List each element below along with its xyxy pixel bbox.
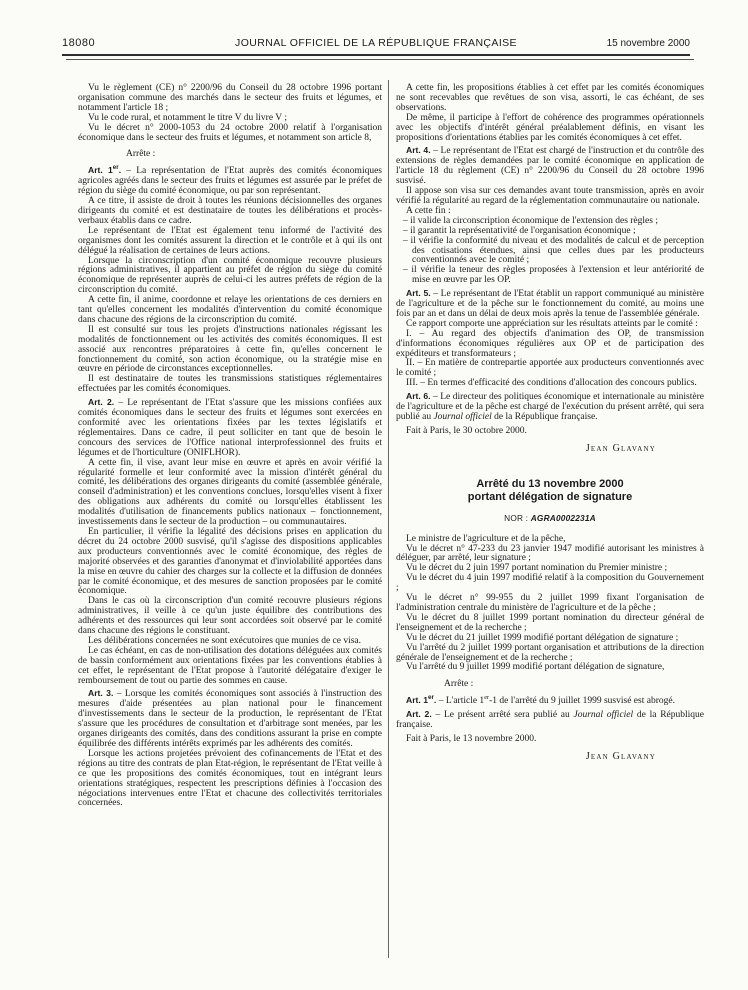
paragraph: A cette fin, il anime, coordonne et relaye les orientations de ces derniers en tant qu'elles concernent les modalités d'intervention du comité économique dans chacune des régions de la circonscription du comité. bbox=[78, 295, 382, 325]
paragraph: Vu le décret n° 47-233 du 23 janvier 1947 modifié autorisant les ministres à déléguer, par arrêté, leur signature ; bbox=[396, 543, 704, 564]
column-left bbox=[78, 84, 382, 809]
article-paragraph: Art. 3. – Lorsque les comités économiques sont associés à l'instruction des mesures d'aide présentées au plan national pour le financement d'investissements dans le secteur de la production, le représentant de l'Etat s'assure que les procédures de consultation et d'arbitrage sont menées, par les organes dirigeants des comités, dans des conditions assurant la prise en compte équilibrée des différents intérêts exprimés par les adhérents des comités. bbox=[78, 688, 382, 749]
paragraph: Vu le règlement (CE) n° 2200/96 du Conseil du 28 octobre 1996 portant organisation commune des marchés dans le secteur des fruits et légumes, et notamment l'article 18 ; bbox=[78, 83, 382, 113]
arrete-formula: Arrête : bbox=[126, 149, 156, 160]
paragraph: En particulier, il vérifie la légalité des décisions prises en application du décret du 24 octobre 2000 susvisé, qu'il s'agisse des dispositions applicables aux producteurs conventionnés avec le comité économique, des règles de majorité observées et des garanties d'anonymat et d'inviolabilité apportées dans la mise en œuvre du cahier des charges sur la collecte et la diffusion de données par le comité économique, et des mesures de sanction proposées par le comité économique. bbox=[78, 526, 382, 597]
paragraph: A ce titre, il assiste de droit à toutes les réunions décisionnelles des organes dirigeants du comité et est destinataire de toutes les délibérations et procès-verbaux établis dans ce cadre. bbox=[78, 196, 382, 226]
page-number: 18080 bbox=[62, 37, 96, 49]
paragraph: Vu le décret n° 2000-1053 du 24 octobre 2000 relatif à l'organisation économique dans le secteur des fruits et légumes, et notamment son article 8, bbox=[78, 122, 382, 143]
paragraph: Le cas échéant, en cas de non-utilisation des dotations déléguées aux comités de bassin conformément aux orientations fixées par les conventions établies à cet effet, le représentant de l'Etat propose à l'autorité délégataire d'exiger le remboursement de tout ou partie des sommes en cause. bbox=[78, 645, 382, 686]
arrete-formula: Arrête : bbox=[444, 679, 474, 690]
header-rule-top bbox=[62, 54, 690, 56]
list-item: – il vérifie la teneur des règles proposées à l'extension et leur antériorité de mise en œuvre par les OP. bbox=[403, 265, 704, 286]
signature: Jean Glavany bbox=[585, 750, 656, 762]
paragraph: Vu le décret du 4 juin 1997 modifié relatif à la composition du Gouvernement ; bbox=[396, 573, 704, 594]
paragraph: Dans le cas où la circonscription d'un comité recouvre plusieurs régions administratives, il veille à ce qu'un juste équilibre des contributions des adhérents et des ressources qui leur sont accordées soit observé par le comité dans chacune des régions le constituant. bbox=[78, 596, 382, 637]
header-rule-bottom bbox=[66, 59, 694, 60]
paragraph: Vu l'arrêté du 9 juillet 1999 modifié portant délégation de signature, bbox=[406, 662, 665, 673]
page-header bbox=[62, 37, 690, 49]
paragraph: A cette fin, les propositions établies à cet effet par les comités économiques ne sont recevables que revêtues de son visa, assorti, le cas échéant, de ses observations. bbox=[396, 83, 704, 113]
list-item: – il valide la circonscription économique de l'extension des règles ; bbox=[403, 215, 658, 226]
list-item: – il garantit la représentativité de l'organisation économique ; bbox=[403, 225, 636, 236]
issue-date: 15 novembre 2000 bbox=[606, 38, 690, 49]
paragraph: Vu le code rural, et notamment le titre V du livre V ; bbox=[88, 112, 287, 123]
paragraph: Il est destinataire de toutes les transmissions statistiques réglementaires effectuées par les comités économiques. bbox=[78, 374, 382, 395]
list-item: – il vérifie la conformité du niveau et des modalités de calcul et de perception des cotisations étendues, ainsi que celles dues par les producteurs conventionnés avec le comité ; bbox=[403, 235, 704, 266]
paragraph: Vu le décret n° 99-955 du 2 juillet 1999 fixant l'organisation de l'administration centrale du ministère de l'agriculture et de la pêche ; bbox=[396, 593, 704, 613]
nor-reference bbox=[396, 514, 704, 524]
paragraph: II. – En matière de contrepartie apportée aux producteurs conventionnés avec le comité ; bbox=[396, 358, 704, 379]
nor-label: NOR : bbox=[504, 512, 529, 523]
paragraph: A cette fin, il vise, avant leur mise en œuvre et après en avoir vérifié la régularité formelle et leur conformité avec la mission d'intérêt général du comité, les délibérations des organes dirigeants du comité (assemblée générale, conseil d'administration) et les conventions conclues, lorsqu'elles visent à fixer des obligations aux adhérents du comité ou lorsqu'elles établissent les modalités d'utilisation de financements publics nationaux – fonctionnement, investissements dans le secteur de la production – ou communautaires. bbox=[78, 457, 382, 528]
article-paragraph: Art. 4. – Le représentant de l'Etat est chargé de l'instruction et du contrôle des extensions de règles demandées par le comité économique en application de l'article 18 du règlement (CE) n° 2200/96 du Conseil du 28 octobre 1996 susvisé. bbox=[396, 145, 704, 187]
nor-value: AGRA0002231A bbox=[530, 512, 596, 523]
article-paragraph: Art. 1er. – La représentation de l'Etat auprès des comités économiques agricoles agréés dans le secteur des fruits et légumes est assurée par le préfet de région du siège du comité économique, ou par son représentant. bbox=[78, 164, 382, 197]
paragraph: Il appose son visa sur ces demandes avant toute transmission, après en avoir vérifié la régularité au regard de la réglementation communautaire ou nationale. bbox=[396, 186, 704, 206]
date-place-line: Fait à Paris, le 13 novembre 2000. bbox=[406, 733, 537, 744]
paragraph: Vu le décret du 21 juillet 1999 modifié portant délégation de signature ; bbox=[406, 632, 679, 643]
paragraph: Lorsque la circonscription d'un comité économique recouvre plusieurs régions administratives, il appartient au préfet de région du siège du comité économique de représenter auprès de celui-ci les autres préfets de région de la circonscription du comité. bbox=[78, 255, 382, 296]
journal-title: JOURNAL OFFICIEL DE LA RÉPUBLIQUE FRANÇAISE bbox=[235, 37, 517, 49]
section-heading: Arrêté du 13 novembre 2000 portant délégation de signature bbox=[467, 477, 633, 503]
article-paragraph: Art. 2. – Le présent arrêté sera publié au Journal officiel de la République française. bbox=[396, 709, 705, 731]
paragraph: De même, il participe à l'effort de cohérence des programmes opérationnels avec les objectifs d'intérêt général préalablement définis, en visant les propositions d'orientations établies par les comités économiques à cet effet. bbox=[396, 112, 704, 143]
paragraph: III. – En termes d'efficacité des conditions d'allocation des concours publics. bbox=[406, 378, 697, 389]
column-right bbox=[396, 84, 704, 764]
article-paragraph: Art. 6. – Le directeur des politiques économique et internationale au ministère de l'agriculture et de la pêche est chargé de l'exécution du présent arrêté, qui sera publié au Journal officiel de la République française. bbox=[396, 391, 704, 422]
date-place-line: Fait à Paris, le 30 octobre 2000. bbox=[406, 425, 527, 436]
paragraph: Lorsque les actions projetées prévoient des cofinancements de l'Etat et des régions au titre des contrats de plan Etat-région, le représentant de l'Etat veille à ce que les propositions des comités économiques, tout en intégrant leurs orientations stratégiques, respectent les prescriptions définies à l'occasion des négociations intervenues entre l'Etat et chacune des collectivités territoriales concernées. bbox=[78, 748, 382, 809]
paragraph: Vu le décret du 8 juillet 1999 portant nomination du directeur général de l'enseignement et de la recherche ; bbox=[396, 612, 704, 633]
paragraph: Le ministre de l'agriculture et de la pêche, bbox=[406, 533, 566, 544]
paragraph: Il est consulté sur tous les projets d'instructions nationales régissant les modalités de fonctionnement ou les activités des comités économiques. Il est associé aux rencontres préparatoires à cette fin, qu'elles concernent le fonctionnement du comité, son action économique, ou la stratégie mise en œuvre en période de circonstances exceptionnelles. bbox=[78, 324, 382, 375]
article-paragraph: Art. 2. – Le représentant de l'Etat s'assure que les missions confiées aux comités économiques dans le secteur des fruits et légumes sont exercées en conformité avec les orientations fixées par les textes législatifs et réglementaires. Dans ce cadre, il peut solliciter en tant que de besoin le concours des services de l'Office national interprofessionnel des fruits et légumes et de l'horticulture (ONIFLHOR). bbox=[78, 397, 382, 458]
paragraph: Ce rapport comporte une appréciation sur les résultats atteints par le comité : bbox=[406, 318, 698, 329]
paragraph: Le représentant de l'Etat est également tenu informé de l'activité des organismes dont les comités assurent la direction et le contrôle et à qui ils ont délégué la réalisation de certaines de leurs actions. bbox=[78, 225, 382, 256]
paragraph: A cette fin : bbox=[406, 205, 451, 216]
column-divider bbox=[388, 80, 389, 958]
paragraph: Vu le décret du 2 juin 1997 portant nomination du Premier ministre ; bbox=[406, 563, 668, 574]
article-paragraph: Art. 1er. – L'article 1er-1 de l'arrêté du 9 juillet 1999 susvisé est abrogé. bbox=[406, 694, 675, 707]
signature: Jean Glavany bbox=[585, 442, 656, 454]
article-paragraph: Art. 5. – Le représentant de l'Etat établit un rapport communiqué au ministère de l'agriculture et de la pêche sur le fonctionnement du comité, au moins une fois par an et dans un délai de deux mois après la tenue de l'assemblée générale. bbox=[396, 288, 704, 319]
paragraph: I. – Au regard des objectifs d'animation des OP, de transmission d'informations économiques régulières aux OP et de participation des expéditeurs et transformateurs ; bbox=[396, 328, 704, 359]
paragraph: Vu l'arrêté du 2 juillet 1999 portant organisation et attributions de la direction générale de l'enseignement et de la recherche ; bbox=[396, 642, 704, 663]
paragraph: Les délibérations concernées ne sont exécutoires que munies de ce visa. bbox=[88, 635, 362, 646]
